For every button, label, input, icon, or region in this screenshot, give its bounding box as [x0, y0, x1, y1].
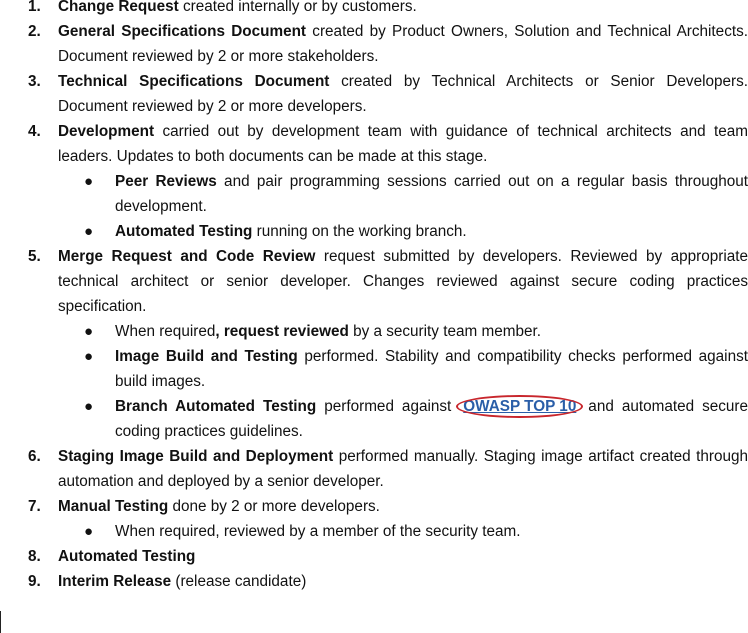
- item-title: Interim Release: [58, 573, 172, 590]
- item-number: 4.: [28, 123, 41, 140]
- bullet-title: Automated Testing: [115, 223, 253, 240]
- bullet-icon: ●: [84, 323, 94, 340]
- list-item: [0, 69, 748, 119]
- item-number: 8.: [28, 548, 41, 565]
- list-item: [0, 19, 748, 69]
- bullet-text-middle: performed against: [316, 398, 460, 415]
- item-text: (release candidate): [171, 573, 307, 590]
- link-text: OWASP TOP 10: [463, 398, 577, 415]
- bullet-icon: ●: [84, 398, 94, 415]
- item-title: General Specifications Document: [58, 23, 307, 40]
- bullet-text-prefix: When required: [115, 323, 216, 340]
- bullet-title: Branch Automated Testing: [115, 398, 317, 415]
- list-item: [0, 0, 748, 19]
- item-title: Technical Specifications Document: [58, 73, 330, 90]
- item-title: Change Request: [58, 0, 179, 15]
- list-item: [0, 244, 748, 319]
- item-number: 3.: [28, 73, 41, 90]
- item-text: carried out by development team with guidance of technical architects and team leaders. Updates to both documents can be made at this stage.: [58, 123, 748, 165]
- item-text: done by 2 or more developers.: [168, 498, 380, 515]
- bullet-icon: ●: [84, 223, 94, 240]
- item-number: 6.: [28, 448, 41, 465]
- bullet-title: , request reviewed: [215, 323, 349, 340]
- list-item: [0, 119, 748, 169]
- item-text: performed manually. Staging image artifact created through automation and deployed by a senior developer.: [58, 448, 748, 490]
- item-text: request submitted by developers. Reviewed by appropriate technical architect or senior developer. Changes reviewed against secure coding practices specification.: [58, 248, 748, 315]
- bullet-item: [0, 519, 748, 544]
- item-number: 7.: [28, 498, 41, 515]
- list-item: [0, 494, 748, 519]
- bullet-icon: ●: [84, 173, 94, 190]
- item-text: created by Product Owners, Solution and Technical Architects. Document reviewed by 2 or more stakeholders.: [58, 23, 748, 65]
- list-item: [0, 544, 748, 569]
- bullet-icon: ●: [84, 348, 94, 365]
- bullet-title: Image Build and Testing: [115, 348, 298, 365]
- bullet-item: [0, 394, 748, 444]
- bullet-title: Peer Reviews: [115, 173, 217, 190]
- list-item: [0, 569, 748, 594]
- item-number: 5.: [28, 248, 41, 265]
- item-text: created by Technical Architects or Senior Developers. Document reviewed by 2 or more developers.: [58, 73, 748, 115]
- item-title: Staging Image Build and Deployment: [58, 448, 334, 465]
- item-number: 2.: [28, 23, 41, 40]
- bullet-item: [0, 344, 748, 394]
- bullet-text: performed. Stability and compatibility checks performed against build images.: [115, 348, 748, 390]
- text-cursor: [0, 611, 1, 633]
- bullet-icon: ●: [84, 523, 94, 540]
- bullet-text: running on the working branch.: [252, 223, 467, 240]
- item-text: created internally or by customers.: [178, 0, 417, 15]
- bullet-text: and automated secure coding practices guidelines.: [115, 398, 748, 440]
- bullet-item: [0, 219, 748, 244]
- item-title: Merge Request and Code Review: [58, 248, 316, 265]
- bullet-item: [0, 169, 748, 219]
- item-title: Automated Testing: [58, 548, 196, 565]
- list-item: [0, 444, 748, 494]
- item-title: Manual Testing: [58, 498, 169, 515]
- owasp-top10-link[interactable]: [459, 394, 580, 419]
- item-number: 9.: [28, 573, 41, 590]
- bullet-text: When required, reviewed by a member of the security team.: [115, 523, 521, 540]
- item-title: Development: [58, 123, 155, 140]
- bullet-text: and pair programming sessions carried out on a regular basis throughout development.: [115, 173, 748, 215]
- item-number: 1.: [28, 0, 41, 15]
- bullet-item: [0, 319, 748, 344]
- bullet-text: by a security team member.: [348, 323, 541, 340]
